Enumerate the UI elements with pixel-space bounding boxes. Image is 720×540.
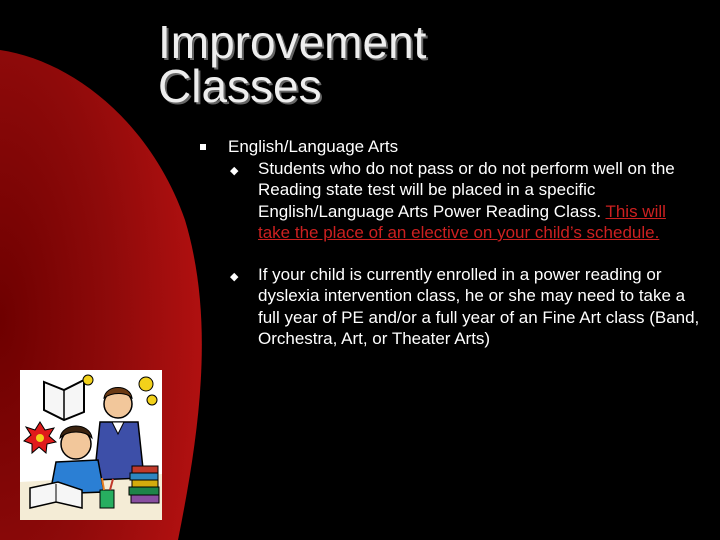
elective-note-text: This will take the place of an elective on your child’s schedule.: [258, 201, 666, 242]
diamond-bullet-icon: ◆: [230, 270, 239, 283]
title-line-1: Improvement: [158, 16, 427, 68]
students-studying-clipart: [20, 370, 162, 520]
bullet-english-language-arts: [200, 136, 700, 158]
title-line-2: Classes: [158, 60, 322, 112]
diamond-bullet-icon: ◆: [230, 164, 239, 177]
bullet-label: English/Language Arts: [228, 137, 399, 156]
slide-title: [158, 16, 427, 112]
sub-bullet-text: Students who do not pass or do not perform well on the Reading state test will be placed in a specific English/Language Arts Power Reading Class.: [258, 158, 675, 221]
slide-content: [200, 136, 700, 350]
sub-bullet-power-reading: [200, 158, 700, 244]
square-bullet-icon: [200, 144, 206, 150]
sub-bullet-intervention: [200, 264, 700, 350]
sub-bullet-text: If your child is currently enrolled in a power reading or dyslexia intervention class, he or she may need to take a full year of PE and/or a full year of an Fine Art class (Band, Orchestra, Art, or Theater Arts): [258, 264, 700, 348]
